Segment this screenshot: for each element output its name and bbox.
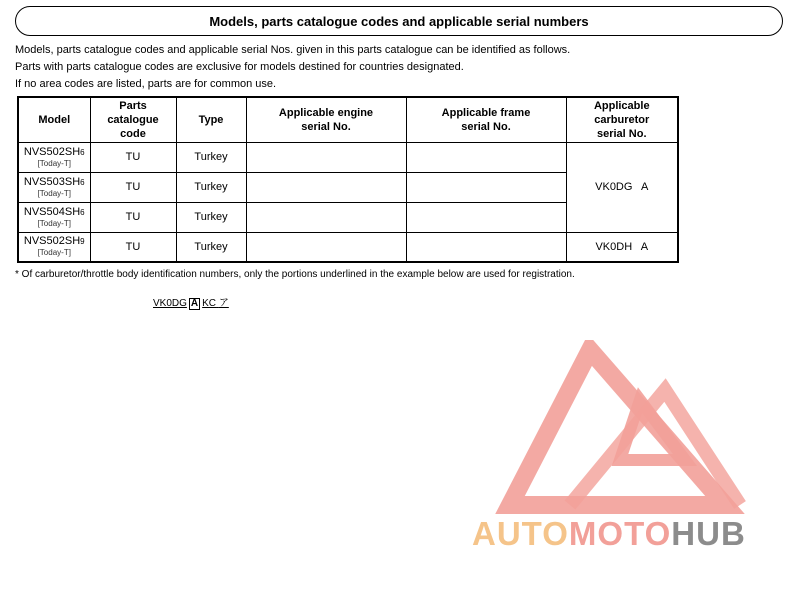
header-type: Type (176, 97, 246, 142)
header-engine (246, 97, 406, 142)
frame-cell (406, 172, 566, 202)
model-sub: [Today-T] (37, 218, 71, 228)
code-cell: TU (90, 172, 176, 202)
header-code-text: Parts catalogue code (107, 99, 159, 140)
wordmark-moto: MOTO (568, 515, 672, 552)
model-suffix: 6 (80, 147, 85, 157)
frame-cell (406, 202, 566, 232)
engine-cell (246, 202, 406, 232)
frame-cell (406, 142, 566, 172)
catalog-table (17, 96, 679, 263)
model-cell (18, 142, 90, 172)
code-cell: TU (90, 202, 176, 232)
carb-cell-group1: VK0DG A (566, 142, 678, 232)
model-cell (18, 202, 90, 232)
model-name: NVS504SH (23, 205, 81, 218)
type-cell: Turkey (176, 172, 246, 202)
serial-example (153, 294, 229, 310)
model-suffix: 6 (80, 207, 85, 217)
intro-line-1: Models, parts catalogue codes and applicable serial Nos. given in this parts catalogue can be identified as follows. (15, 44, 571, 56)
intro-line-2: Parts with parts catalogue codes are exclusive for models destined for countries designated. (15, 61, 464, 73)
model-name: NVS502SH (23, 235, 81, 248)
type-cell: Turkey (176, 202, 246, 232)
carb-cell-group2: VK0DH A (566, 232, 678, 262)
example-part3: ア (218, 298, 229, 309)
code-cell: TU (90, 142, 176, 172)
model-suffix: 6 (80, 177, 85, 187)
header-model: Model (18, 97, 90, 142)
table-header-row (18, 97, 678, 142)
model-cell (18, 232, 90, 262)
wordmark-auto: AUTO (472, 515, 569, 552)
engine-cell (246, 142, 406, 172)
type-cell: Turkey (176, 142, 246, 172)
wordmark-hub: HUB (671, 515, 746, 552)
example-part2: KC (202, 298, 217, 309)
model-suffix: 9 (80, 237, 85, 247)
footnote: * Of carburetor/throttle body identification numbers, only the portions underlined in the example below are used for registration. (15, 269, 575, 280)
model-name: NVS503SH (23, 175, 81, 188)
header-frame-text: Applicable frame serial No. (441, 106, 531, 133)
header-carb-text: Applicable carburetor serial No. (593, 99, 650, 140)
table-row (18, 142, 678, 172)
intro-line-3: If no area codes are listed, parts are for common use. (15, 78, 277, 90)
engine-cell (246, 232, 406, 262)
page-title-box (15, 6, 783, 36)
example-part1: VK0DG (153, 298, 187, 309)
header-frame (406, 97, 566, 142)
model-cell (18, 172, 90, 202)
automotohub-wordmark (472, 515, 746, 553)
header-carb (566, 97, 678, 142)
example-boxed: A (190, 298, 199, 309)
header-engine-text: Applicable engine serial No. (278, 106, 374, 133)
model-sub: [Today-T] (37, 248, 71, 258)
engine-cell (246, 172, 406, 202)
frame-cell (406, 232, 566, 262)
type-cell: Turkey (176, 232, 246, 262)
header-code (90, 97, 176, 142)
page-title: Models, parts catalogue codes and applicable serial numbers (209, 13, 589, 29)
code-cell: TU (90, 232, 176, 262)
model-sub: [Today-T] (37, 188, 71, 198)
model-name: NVS502SH (23, 145, 81, 158)
model-sub: [Today-T] (37, 158, 71, 168)
table-row (18, 232, 678, 262)
